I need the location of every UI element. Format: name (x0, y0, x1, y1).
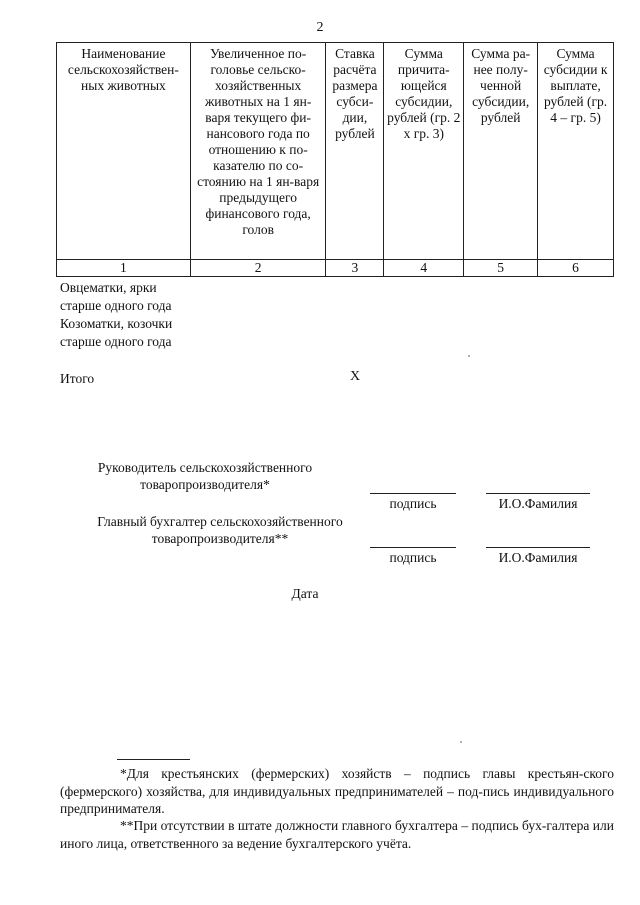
row-total-label: Итого (60, 371, 95, 386)
head-name-label: И.О.Фамилия (498, 496, 578, 511)
accountant-signature-label: подпись (389, 550, 437, 565)
header-due-amount: Сумма причита-ющейся субсидии, рублей (гр. 2 х гр. 3) (384, 43, 464, 260)
col-number: 2 (190, 260, 326, 277)
footnote-2: **При отсутствии в штате должности главного бухгалтера – подпись бух-галтера или иного лица, ответственного за ведение бухгалтерского учёта. (60, 818, 614, 851)
table-number-row (57, 260, 614, 277)
date-label: Дата (291, 586, 319, 601)
accountant-signature-line (370, 547, 456, 548)
row-ewes-line1: Овцематки, ярки (60, 280, 157, 295)
accountant-title-line2: товаропроизводителя** (151, 531, 289, 546)
scan-speck (468, 355, 470, 357)
scan-speck (460, 741, 462, 743)
row-goats-line1: Козоматки, козочки (60, 316, 173, 331)
head-title-line2: товаропроизводителя* (140, 477, 270, 492)
head-title-line1: Руководитель сельскохозяйственного (97, 460, 313, 475)
col-number: 5 (464, 260, 538, 277)
col-number: 4 (384, 260, 464, 277)
footnote-1: *Для крестьянских (фермерских) хозяйств – подпись главы крестьян-ского (фермерского) хозяйства, для индивидуальных предпринимателей – под-пись индивидуального предпринимателя. (60, 766, 614, 816)
col-number: 1 (57, 260, 191, 277)
accountant-title-line1: Главный бухгалтер сельскохозяйственного (97, 514, 343, 529)
head-signature-label: подпись (389, 496, 437, 511)
head-name-line (486, 493, 590, 494)
page-number: 2 (316, 20, 324, 35)
table-header-row (57, 43, 614, 260)
header-animal-name: Наименование сельскохозяйствен-ных животных (57, 43, 191, 260)
header-rate: Ставка расчёта размера субси-дии, рублей (326, 43, 384, 260)
col-number: 3 (326, 260, 384, 277)
header-payable-amount: Сумма субсидии к выплате, рублей (гр. 4 – гр. 5) (538, 43, 614, 260)
col-number: 6 (538, 260, 614, 277)
subsidy-table (56, 42, 614, 277)
footnote-separator (117, 759, 190, 760)
head-signature-line (370, 493, 456, 494)
accountant-name-label: И.О.Фамилия (498, 550, 578, 565)
accountant-name-line (486, 547, 590, 548)
row-goats-line2: старше одного года (60, 334, 172, 349)
total-x-mark: X (350, 369, 361, 384)
header-received-amount: Сумма ра-нее полу-ченной субсидии, рублей (464, 43, 538, 260)
row-ewes-line2: старше одного года (60, 298, 172, 313)
header-increased-livestock: Увеличенное по-головье сельско-хозяйственных животных на 1 ян-варя текущего фи-нансового года по отношению к по-казателю по со-стоянию на 1 ян-варя предыдущего финансового года, голов (190, 43, 326, 260)
